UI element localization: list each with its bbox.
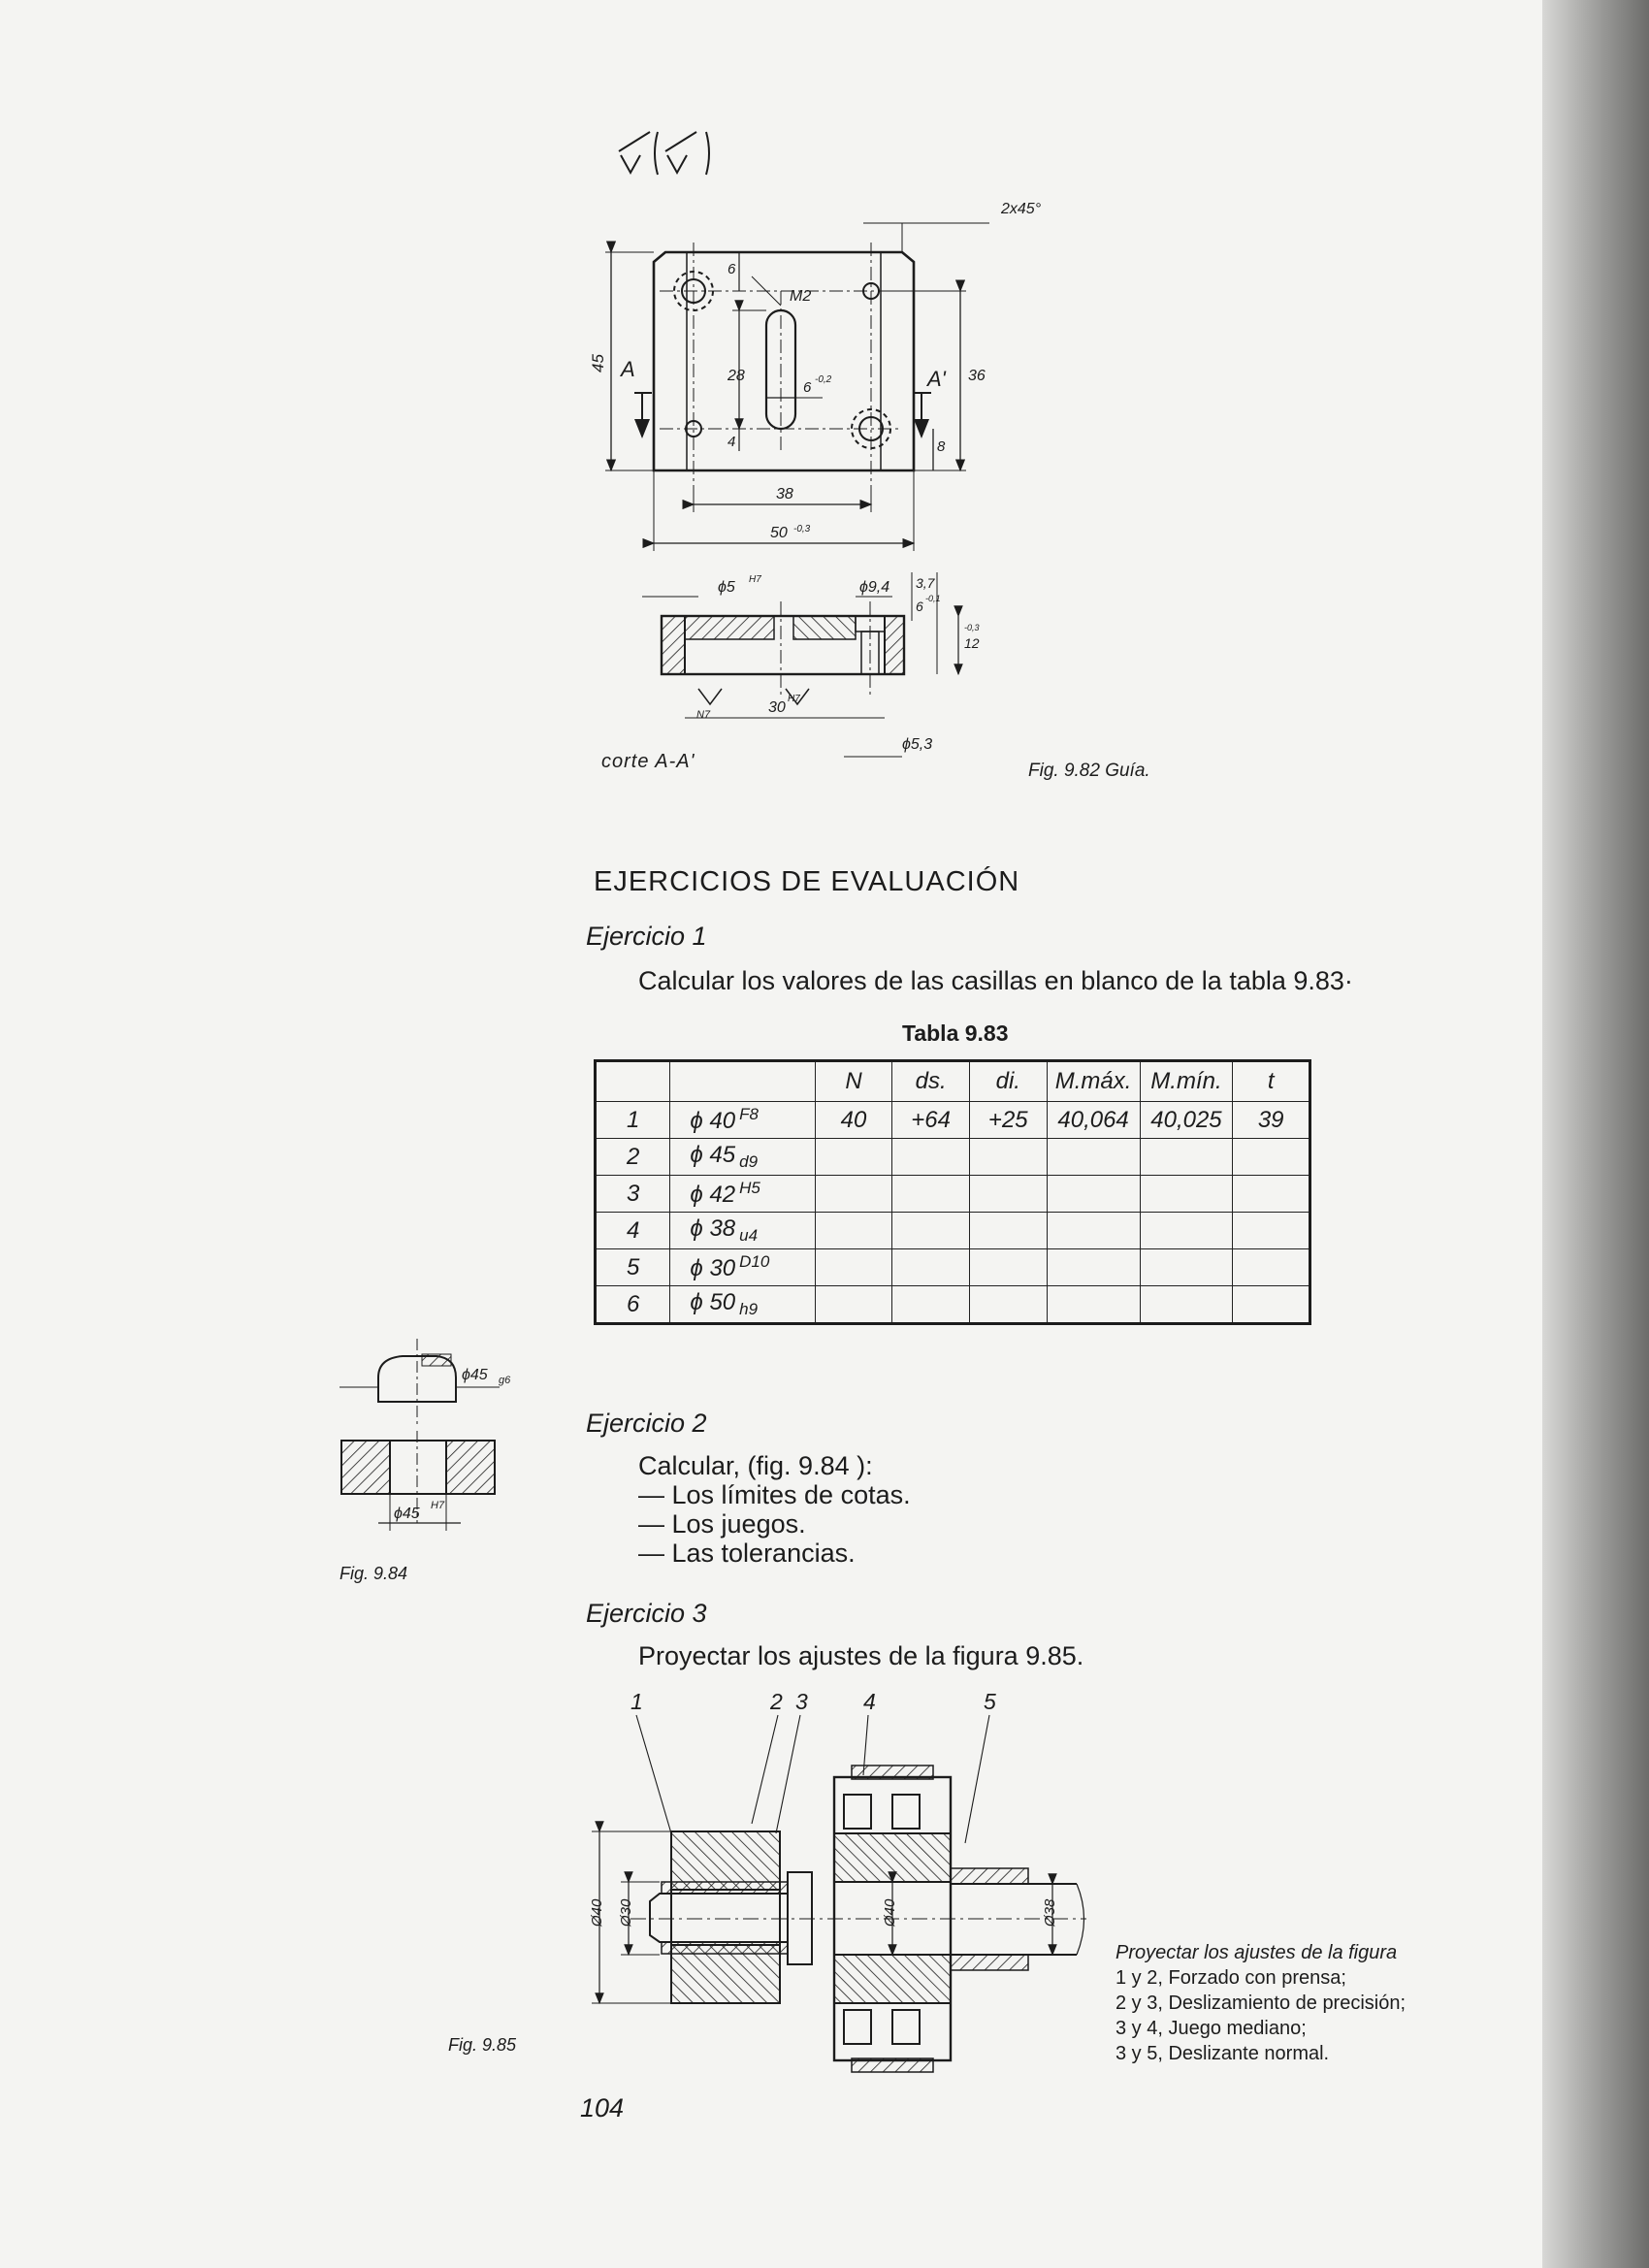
dim-6b-tol: -0,1 xyxy=(925,594,941,603)
tolerance-cell xyxy=(1233,1286,1310,1324)
figure-9-82-drawing xyxy=(582,116,1125,795)
shaft-dim: ϕ45 xyxy=(462,1367,488,1383)
fit-note-line: 3 y 4, Juego mediano; xyxy=(1116,2018,1307,2039)
tolerance-class: h9 xyxy=(739,1300,759,1319)
figure-9-85-caption: Fig. 9.85 xyxy=(448,2035,517,2055)
dim-3-7: 3,7 xyxy=(916,575,935,591)
exercise-2-line: Calcular, (fig. 9.84 ): xyxy=(638,1451,873,1480)
tolerance-cell xyxy=(1233,1249,1310,1286)
shaft-tol: g6 xyxy=(499,1375,511,1386)
part-label-2: 2 xyxy=(770,1689,783,1714)
row-number: 2 xyxy=(596,1139,670,1176)
dim-phi5-tol: H7 xyxy=(749,574,761,585)
designation-cell xyxy=(670,1286,815,1324)
lower-deviation-cell: +25 xyxy=(969,1102,1047,1139)
dim-phi53: ϕ5,3 xyxy=(902,736,933,753)
lower-deviation-cell xyxy=(969,1176,1047,1213)
header-cell: ds. xyxy=(892,1061,970,1102)
min-size-cell xyxy=(1140,1176,1233,1213)
tolerance-cell xyxy=(1233,1213,1310,1249)
hole-dim: ϕ45 xyxy=(394,1506,420,1522)
table-header-row xyxy=(596,1061,1310,1102)
dim-6: 6 xyxy=(728,261,736,277)
thread-label: M2 xyxy=(790,288,812,305)
part-label-4: 4 xyxy=(863,1689,876,1714)
scan-edge-shadow xyxy=(1542,0,1649,2268)
designation-cell xyxy=(670,1213,815,1249)
dim-4: 4 xyxy=(728,434,736,450)
max-size-cell xyxy=(1047,1213,1140,1249)
header-cell: di. xyxy=(969,1061,1047,1102)
section-label-a-prime: A' xyxy=(927,367,946,391)
nominal-cell: 40 xyxy=(815,1102,892,1139)
chamfer-dim: 2x45° xyxy=(1001,201,1042,217)
section-label-a: A xyxy=(621,357,635,381)
section-title: EJERCICIOS DE EVALUACIÓN xyxy=(594,866,1020,897)
exercise-2-item: — Los límites de cotas. xyxy=(638,1480,911,1509)
nominal-cell xyxy=(815,1213,892,1249)
dim-36: 36 xyxy=(968,368,986,384)
nominal-cell xyxy=(815,1249,892,1286)
dim-38: 38 xyxy=(776,486,793,502)
dim-phi94: ϕ9,4 xyxy=(859,579,890,596)
table-row xyxy=(596,1286,1310,1324)
tolerance-class: d9 xyxy=(739,1152,759,1172)
dim-40-left: Ø40 xyxy=(589,1898,605,1927)
dim-28: 28 xyxy=(728,368,745,384)
header-cell: N xyxy=(815,1061,892,1102)
nominal-diameter: ϕ 38 xyxy=(690,1215,736,1242)
table-row xyxy=(596,1176,1310,1213)
tolerance-class: F8 xyxy=(739,1105,759,1123)
exercise-2-item: — Los juegos. xyxy=(638,1509,806,1539)
designation-cell xyxy=(670,1139,815,1176)
upper-deviation-cell xyxy=(892,1249,970,1286)
exercise-2-item: — Las tolerancias. xyxy=(638,1539,856,1568)
exercise-3-text: Proyectar los ajustes de la figura 9.85. xyxy=(638,1641,1084,1670)
min-size-cell xyxy=(1140,1139,1233,1176)
header-cell xyxy=(670,1061,815,1102)
nominal-cell xyxy=(815,1139,892,1176)
tolerance-cell xyxy=(1233,1139,1310,1176)
surface-mark-n7: N7 xyxy=(696,709,711,721)
dim-12: 12 xyxy=(964,635,980,651)
dim-phi5: ϕ5 xyxy=(718,579,735,596)
slot-tol: -0,2 xyxy=(815,374,832,385)
figure-9-84-caption: Fig. 9.84 xyxy=(340,1564,408,1583)
max-size-cell xyxy=(1047,1176,1140,1213)
tolerance-class: D10 xyxy=(739,1252,770,1271)
part-label-5: 5 xyxy=(984,1689,996,1714)
figure-9-85-drawing xyxy=(563,1688,1086,2115)
nominal-diameter: ϕ 42 xyxy=(690,1182,736,1208)
header-cell: M.máx. xyxy=(1047,1061,1140,1102)
slot-dim: 6 xyxy=(803,379,812,396)
upper-deviation-cell xyxy=(892,1286,970,1324)
fit-note-line: 2 y 3, Deslizamiento de precisión; xyxy=(1116,1993,1406,2014)
section-label: corte A-A' xyxy=(601,751,695,772)
part-label-3: 3 xyxy=(795,1689,808,1714)
nominal-diameter: ϕ 40 xyxy=(690,1108,736,1134)
nominal-cell xyxy=(815,1176,892,1213)
header-cell: t xyxy=(1233,1061,1310,1102)
page-number: 104 xyxy=(580,2093,625,2122)
figure-9-82-caption: Fig. 9.82 Guía. xyxy=(1028,761,1150,781)
lower-deviation-cell xyxy=(969,1249,1047,1286)
dim-50: 50 xyxy=(770,525,788,541)
designation-cell xyxy=(670,1176,815,1213)
min-size-cell: 40,025 xyxy=(1140,1102,1233,1139)
row-number: 4 xyxy=(596,1213,670,1249)
exercise-3-title: Ejercicio 3 xyxy=(586,1599,707,1628)
table-title: Tabla 9.83 xyxy=(902,1021,1009,1046)
row-number: 6 xyxy=(596,1286,670,1324)
row-number: 5 xyxy=(596,1249,670,1286)
dim-12-tol: -0,3 xyxy=(964,623,980,632)
upper-deviation-cell xyxy=(892,1213,970,1249)
header-cell xyxy=(596,1061,670,1102)
tolerance-class: H5 xyxy=(739,1179,760,1197)
lower-deviation-cell xyxy=(969,1139,1047,1176)
lower-deviation-cell xyxy=(969,1286,1047,1324)
hole-tol: H7 xyxy=(431,1500,445,1511)
nominal-cell xyxy=(815,1286,892,1324)
fit-note-title: Proyectar los ajustes de la figura xyxy=(1116,1942,1398,1963)
upper-deviation-cell xyxy=(892,1176,970,1213)
dim-50-tol: -0,3 xyxy=(793,524,811,535)
dim-30: Ø30 xyxy=(618,1898,634,1927)
max-size-cell xyxy=(1047,1139,1140,1176)
designation-cell xyxy=(670,1249,815,1286)
tolerance-class: u4 xyxy=(739,1226,759,1246)
dim-45: 45 xyxy=(589,354,607,373)
tolerance-cell: 39 xyxy=(1233,1102,1310,1139)
row-number: 1 xyxy=(596,1102,670,1139)
max-size-cell xyxy=(1047,1249,1140,1286)
exercise-1-text: Calcular los valores de las casillas en blanco de la tabla 9.83· xyxy=(638,966,1353,995)
max-size-cell: 40,064 xyxy=(1047,1102,1140,1139)
min-size-cell xyxy=(1140,1286,1233,1324)
fit-table xyxy=(594,1059,1311,1325)
dim-6b: 6 xyxy=(916,599,923,614)
designation-cell xyxy=(670,1102,815,1139)
min-size-cell xyxy=(1140,1213,1233,1249)
table-row xyxy=(596,1102,1310,1139)
max-size-cell xyxy=(1047,1286,1140,1324)
nominal-diameter: ϕ 50 xyxy=(690,1288,736,1315)
upper-deviation-cell: +64 xyxy=(892,1102,970,1139)
tolerance-cell xyxy=(1233,1176,1310,1213)
part-label-1: 1 xyxy=(630,1689,643,1714)
lower-deviation-cell xyxy=(969,1213,1047,1249)
exercise-2-title: Ejercicio 2 xyxy=(586,1409,707,1438)
exercise-1-title: Ejercicio 1 xyxy=(586,922,707,951)
dim-38: Ø38 xyxy=(1042,1898,1058,1927)
dim-8: 8 xyxy=(937,438,946,455)
dim-40-gear: Ø40 xyxy=(882,1898,898,1927)
row-number: 3 xyxy=(596,1176,670,1213)
table-row xyxy=(596,1139,1310,1176)
table-row xyxy=(596,1213,1310,1249)
dim-30: 30 xyxy=(768,699,786,716)
fit-note-line: 3 y 5, Deslizante normal. xyxy=(1116,2043,1330,2064)
dim-30-tol: H7 xyxy=(788,694,800,704)
nominal-diameter: ϕ 45 xyxy=(690,1141,736,1168)
nominal-diameter: ϕ 30 xyxy=(690,1255,736,1281)
table-row xyxy=(596,1249,1310,1286)
header-cell: M.mín. xyxy=(1140,1061,1233,1102)
upper-deviation-cell xyxy=(892,1139,970,1176)
fit-note-line: 1 y 2, Forzado con prensa; xyxy=(1116,1967,1346,1989)
min-size-cell xyxy=(1140,1249,1233,1286)
figure-9-84-drawing xyxy=(330,1329,563,1562)
